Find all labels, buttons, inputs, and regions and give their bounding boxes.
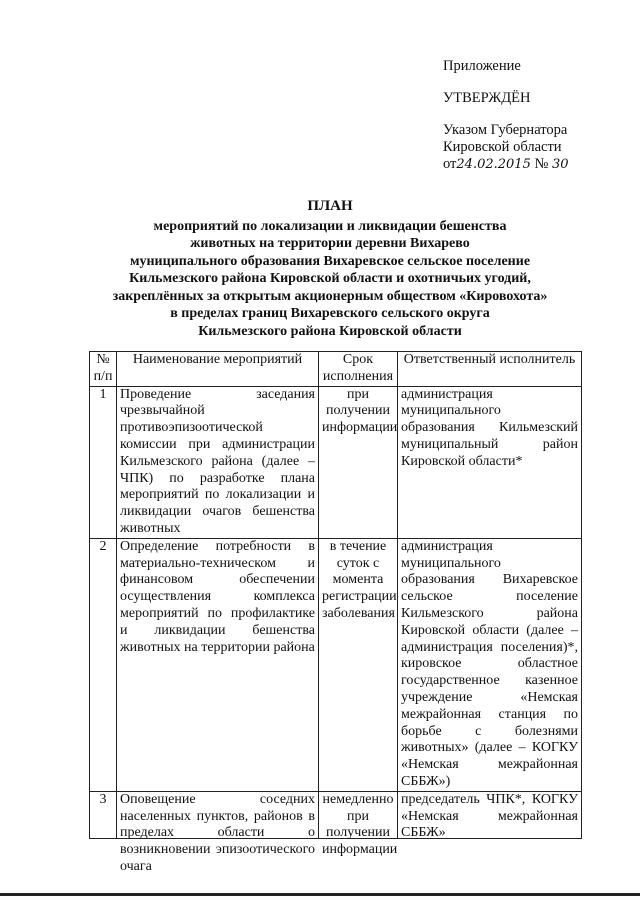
- row-number: 3: [90, 791, 117, 838]
- page-bottom-border: [0, 893, 640, 896]
- header-responsible: Ответственный исполнитель: [398, 352, 582, 387]
- row-term: немедленно при получении информации: [319, 791, 398, 838]
- row-responsible: председатель ЧПК*, КОГКУ «Немская межрайонная СББЖ»: [398, 791, 582, 838]
- table-header-row: [90, 352, 582, 387]
- header-number: № п/п: [90, 352, 117, 387]
- table-row: [90, 538, 582, 791]
- plan-subtitle-line-1: мероприятий по локализации и ликвидации бешенства: [153, 218, 507, 234]
- table-row: [90, 791, 582, 838]
- decree-line-2: Кировской области: [443, 139, 562, 155]
- number-prefix: №: [534, 156, 549, 172]
- handwritten-date: 24.02.2015: [456, 157, 531, 172]
- header-term: Срок исполнения: [319, 352, 398, 387]
- row-responsible: администрация муниципального образования Кильмезский муниципальный район Кировской области*: [398, 386, 582, 538]
- row-action: Проведение заседания чрезвычайной противоэпизоотической комиссии при администрации Кильмезского района (далее – ЧПК) по разработке плана мероприятий по локализации и ликвидации очагов бешенства животных: [117, 386, 319, 538]
- table-row: [90, 386, 582, 538]
- measures-table: [89, 351, 582, 874]
- row-number: 1: [90, 386, 117, 538]
- row-number: 2: [90, 538, 117, 791]
- plan-subtitle-line-6: в пределах границ Вихаревского сельского округа: [170, 306, 490, 321]
- plan-title: [60, 198, 600, 340]
- approved-label: УТВЕРЖДЁН: [443, 90, 531, 106]
- decree-date-line: [443, 156, 633, 173]
- row-term: при получении информации: [319, 386, 398, 538]
- plan-heading: ПЛАН: [307, 198, 353, 214]
- handwritten-number: 30: [551, 157, 569, 172]
- approval-block: [443, 58, 633, 173]
- decree-line-1: Указом Губернатора: [443, 122, 568, 138]
- plan-subtitle-line-2: животных на территории деревни Вихарево: [190, 236, 470, 251]
- header-action: Наименование мероприятий: [117, 352, 319, 387]
- plan-subtitle-line-7: Кильмезского района Кировской области: [198, 323, 462, 339]
- date-prefix: от: [443, 156, 457, 172]
- appendix-label: Приложение: [443, 58, 521, 74]
- row-responsible: администрация муниципального образования Вихаревское сельское поселение Кильмезского района Кировской области (далее – администрация поселения)*, кировское областное государственное казенное учреждение «Немская межрайонная станция по борьбе с болезнями животных» (далее – КОГКУ «Немская межрайонная СББЖ»): [398, 538, 582, 791]
- row-action: Определение потребности в материально-техническом и финансовом обеспечении осуществления комплекса мероприятий по профилактике и ликвидации бешенства животных на территории района: [117, 538, 319, 791]
- plan-subtitle-line-3: муниципального образования Вихаревское сельское поселение: [129, 253, 531, 269]
- row-action: Оповещение соседних населенных пунктов, районов в пределах области о возникновении эпизоотического очага: [117, 791, 319, 838]
- plan-subtitle-line-4: Кильмезского района Кировской области и охотничьих угодий,: [129, 271, 531, 286]
- row-term: в течение суток с момента регистрации заболевания: [319, 538, 398, 791]
- plan-subtitle-line-5: закреплённых за открытым акционерным обществом «Кировохота»: [112, 288, 548, 304]
